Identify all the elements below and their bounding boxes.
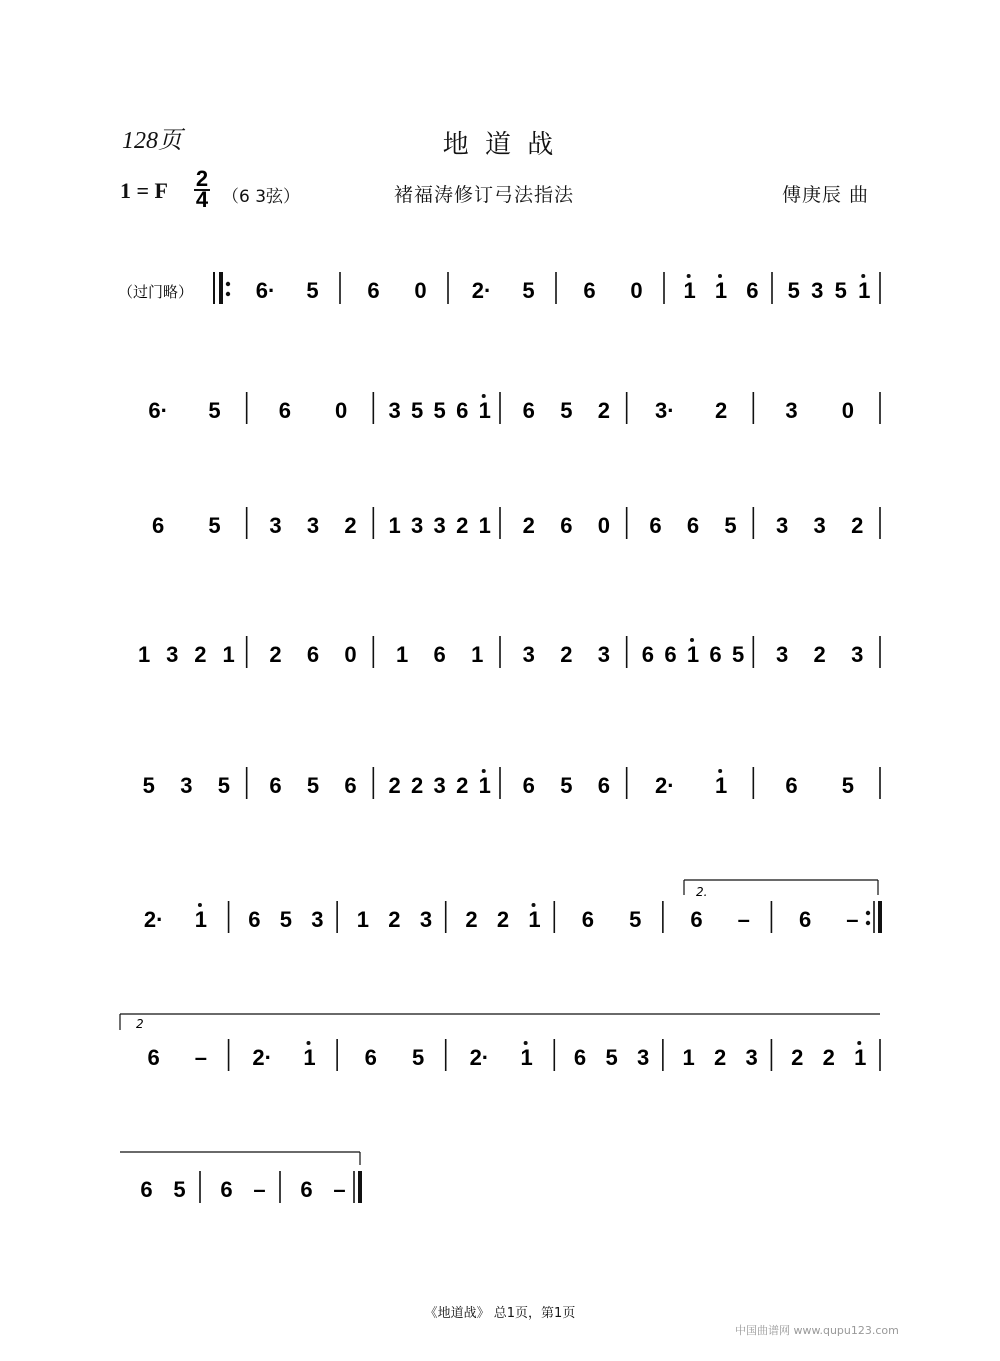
composer-credit: 傅庚辰 曲 — [782, 184, 870, 206]
note: – — [737, 907, 750, 932]
note: 0 — [414, 278, 427, 303]
note: 1 — [471, 642, 484, 667]
note: 6 — [147, 1045, 160, 1070]
score-system — [148, 1039, 880, 1071]
note: 2 — [388, 907, 401, 932]
note: 2 — [597, 398, 611, 423]
note: 6 — [522, 773, 535, 798]
score-system — [214, 272, 880, 304]
repeat-dot — [866, 921, 870, 925]
octave-dot — [198, 903, 202, 907]
note: 2 — [465, 907, 478, 932]
note: 0 — [841, 398, 854, 423]
note: 6 — [456, 398, 469, 423]
note: 5 — [217, 773, 231, 798]
note: 1 — [478, 513, 491, 538]
time-signature-numerator: 2 — [195, 166, 209, 191]
note: 3 — [636, 1045, 650, 1070]
note: 6 — [785, 773, 798, 798]
note: 6 — [583, 278, 596, 303]
note: 2· — [252, 1045, 272, 1070]
note: 5 — [411, 398, 424, 423]
note: 6 — [152, 513, 165, 538]
note: 5 — [279, 907, 292, 932]
watermark: 中国曲谱网 www.qupu123.com — [735, 1324, 899, 1337]
note: 6 — [597, 773, 611, 798]
octave-dot — [718, 769, 722, 773]
note: 1 — [854, 1045, 867, 1070]
note: 2 — [822, 1045, 835, 1070]
note: 6 — [367, 278, 380, 303]
octave-dot — [690, 638, 694, 642]
score-system — [152, 507, 880, 539]
note: 5 — [208, 398, 221, 423]
note: 3 — [811, 278, 824, 303]
score-system — [143, 767, 880, 799]
repeat-dot — [866, 911, 870, 915]
note: 1 — [478, 773, 491, 798]
note: 6 — [269, 773, 282, 798]
note: 1 — [303, 1045, 316, 1070]
score-system — [138, 636, 880, 668]
note: 6 — [306, 642, 320, 667]
note: 5 — [560, 398, 573, 423]
note: 1 — [356, 907, 370, 932]
octave-dot — [482, 394, 486, 398]
note: 2 — [522, 513, 535, 538]
note: 6 — [573, 1045, 587, 1070]
note: – — [194, 1045, 208, 1070]
note: 5 — [142, 773, 155, 798]
note: 3 — [775, 513, 789, 538]
note: 6 — [364, 1045, 377, 1070]
note: 6· — [148, 398, 168, 423]
note: 1 — [478, 398, 491, 423]
note: 3· — [655, 398, 675, 423]
note: 5 — [173, 1177, 186, 1202]
note: 3 — [388, 398, 401, 423]
note: 6 — [641, 642, 655, 667]
note: 2 — [496, 907, 510, 932]
note: 5 — [841, 773, 854, 798]
note: 5 — [522, 278, 535, 303]
note: 1 — [528, 907, 541, 932]
note: 3 — [851, 642, 864, 667]
note: 1 — [858, 278, 871, 303]
note: 6 — [649, 513, 662, 538]
note: 0 — [630, 278, 643, 303]
note: 2 — [791, 1045, 804, 1070]
note: 6 — [433, 642, 446, 667]
note: – — [333, 1177, 346, 1202]
note: 6 — [300, 1177, 313, 1202]
note: 2 — [269, 642, 282, 667]
note: 6 — [140, 1177, 153, 1202]
note: 2 — [813, 642, 826, 667]
note: 5 — [605, 1045, 618, 1070]
note: 0 — [335, 398, 348, 423]
note: 6 — [746, 278, 759, 303]
score-system — [144, 901, 880, 933]
note: 3 — [269, 513, 282, 538]
note: 6 — [690, 907, 703, 932]
note: 6 — [248, 907, 261, 932]
octave-dot — [307, 1041, 311, 1045]
note: 1 — [715, 773, 728, 798]
note: 2 — [715, 398, 728, 423]
note: 3 — [745, 1045, 758, 1070]
note: 2· — [143, 907, 164, 932]
page-number: 128页 — [122, 128, 182, 154]
note: 3 — [180, 773, 193, 798]
note: 2 — [560, 642, 573, 667]
note: 2· — [469, 1045, 490, 1070]
octave-dot — [861, 274, 865, 278]
tuning: （6 3弦） — [222, 187, 301, 207]
note: 3 — [785, 398, 798, 423]
note: 2· — [655, 773, 675, 798]
note: 1 — [714, 278, 728, 303]
note: 3 — [813, 513, 826, 538]
note: 1 — [686, 642, 700, 667]
note: 1 — [194, 907, 208, 932]
page-title: 地 道 战 — [442, 130, 558, 160]
octave-dot — [857, 1041, 861, 1045]
note: 5 — [834, 278, 847, 303]
note: 5 — [724, 513, 737, 538]
score-system — [140, 1171, 360, 1203]
note: 3 — [597, 642, 611, 667]
note: 5 — [560, 773, 573, 798]
note: 3 — [311, 907, 324, 932]
repeat-dot — [226, 282, 230, 286]
note: 2 — [344, 513, 357, 538]
note: 6 — [709, 642, 722, 667]
score-system — [148, 392, 880, 424]
note: 1 — [682, 1045, 695, 1070]
note: 3 — [433, 773, 446, 798]
octave-dot — [524, 1041, 528, 1045]
note: 2 — [194, 642, 207, 667]
note: 6 — [664, 642, 677, 667]
volta-bracket-second — [120, 1014, 880, 1165]
note: 6 — [522, 398, 535, 423]
note: 2 — [851, 513, 864, 538]
note: 1 — [683, 278, 696, 303]
note: 0 — [597, 513, 611, 538]
key-signature: 1 = F — [120, 178, 168, 203]
note: 5 — [306, 773, 320, 798]
repeat-dot — [226, 292, 230, 296]
volta-label: 2 — [136, 1017, 144, 1031]
note: 6 — [220, 1177, 233, 1202]
note: 5 — [208, 513, 221, 538]
note: 3 — [411, 513, 424, 538]
note: 6 — [560, 513, 573, 538]
note: – — [253, 1177, 266, 1202]
note: 5 — [433, 398, 446, 423]
note: 5 — [411, 1045, 425, 1070]
note: 2 — [411, 773, 424, 798]
octave-dot — [532, 903, 536, 907]
note: 2 — [456, 773, 469, 798]
note: 6 — [344, 773, 357, 798]
note: 1 — [137, 642, 151, 667]
volta-bracket-2 — [684, 880, 878, 899]
note: 6 — [686, 513, 700, 538]
arranger-credit: 褚福涛修订弓法指法 — [394, 184, 575, 206]
note: 5 — [306, 278, 319, 303]
note: 3 — [522, 642, 535, 667]
note: 3 — [166, 642, 179, 667]
note: 6 — [798, 907, 812, 932]
note: 1 — [388, 513, 401, 538]
note: 5 — [629, 907, 642, 932]
note: 1 — [520, 1045, 533, 1070]
note: 3 — [775, 642, 789, 667]
note: 0 — [344, 642, 357, 667]
octave-dot — [687, 274, 691, 278]
note: 3 — [306, 513, 320, 538]
note: 2 — [456, 513, 469, 538]
intro-label: （过门略） — [118, 283, 194, 301]
note: 3 — [433, 513, 446, 538]
note: 6 — [278, 398, 291, 423]
note: 1 — [395, 642, 409, 667]
note: 2 — [714, 1045, 727, 1070]
note: 3 — [419, 907, 433, 932]
page-footer: 《地道战》 总1页，第1页 — [424, 1306, 576, 1321]
note: 6· — [255, 278, 276, 303]
note: 5 — [731, 642, 745, 667]
note: 2 — [388, 773, 401, 798]
note: 2· — [471, 278, 492, 303]
time-signature-denominator: 4 — [195, 187, 209, 212]
octave-dot — [718, 274, 722, 278]
volta-label: 2. — [696, 885, 708, 899]
note: 6 — [581, 907, 595, 932]
note: 5 — [787, 278, 800, 303]
note: 1 — [222, 642, 235, 667]
octave-dot — [482, 769, 486, 773]
note: – — [846, 907, 859, 932]
